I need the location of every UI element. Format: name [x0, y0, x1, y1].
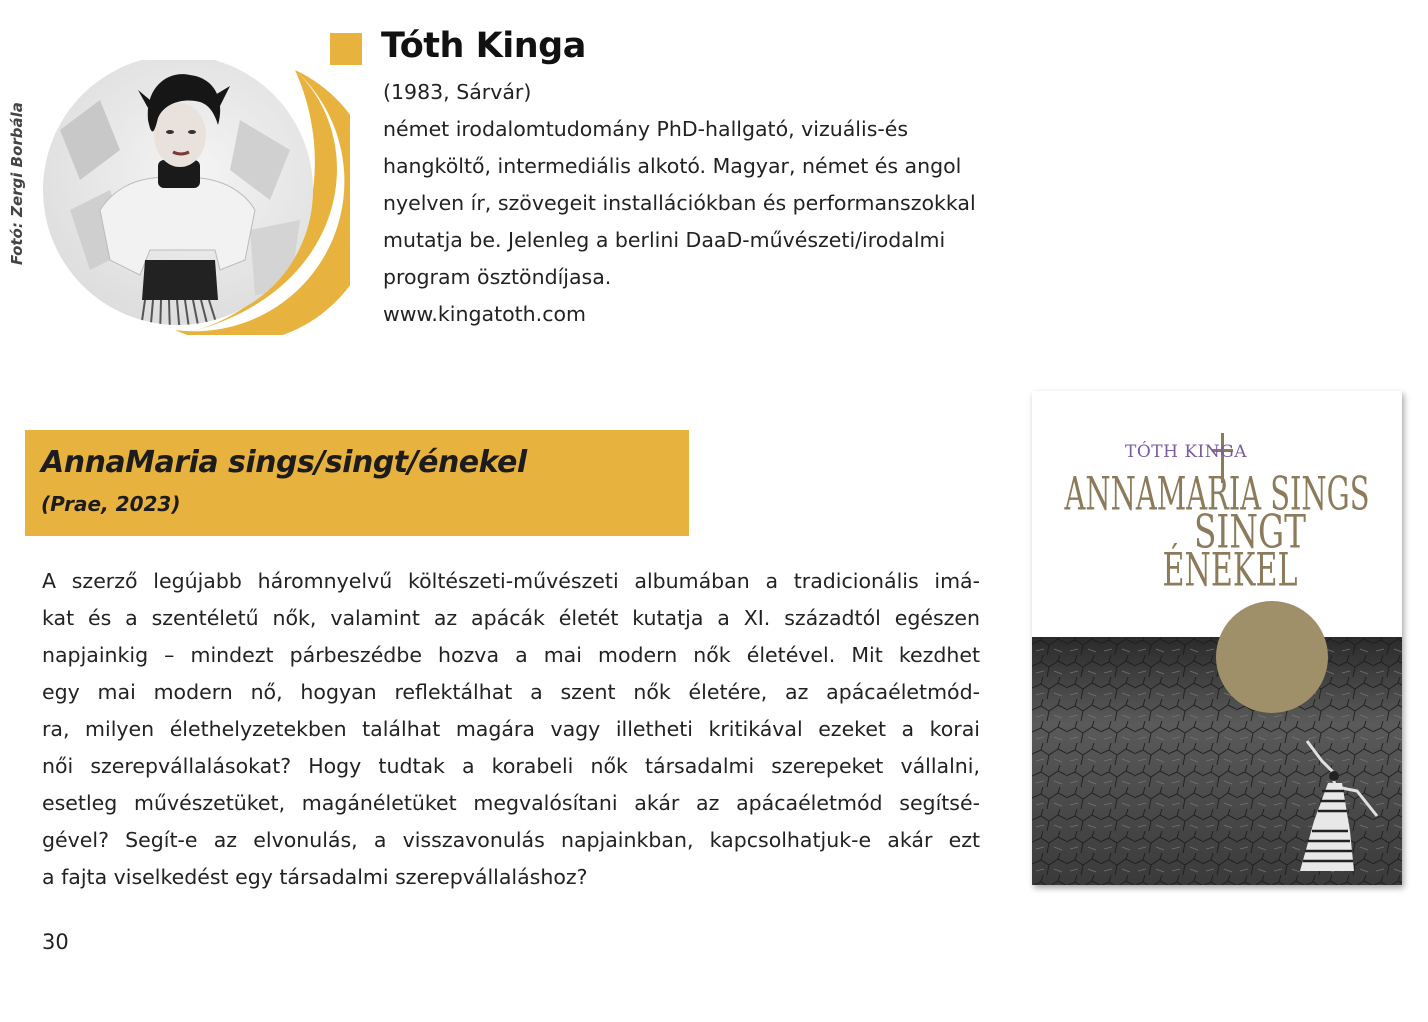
- cover-title-line: ÉNEKEL: [1162, 543, 1342, 598]
- book-cover: [1032, 391, 1402, 885]
- book-cover-illustration: [1032, 391, 1402, 885]
- cover-title-line: SINGT: [1194, 505, 1307, 560]
- book-description: [42, 563, 980, 896]
- author-marker: [330, 33, 362, 65]
- author-bio-line: nyelven ír, szövegeit installációkban és performanszokkal: [383, 191, 976, 215]
- author-website-link[interactable]: www.kingatoth.com: [383, 302, 586, 326]
- description-line: A szerző legújabb háromnyelvű költészeti-művészeti albumában a tradicionális imá-: [42, 569, 980, 593]
- page-number: 30: [42, 930, 69, 954]
- description-line: gével? Segít-e az elvonulás, a visszavonulás napjainkban, kapcsolhatjuk-e akár ezt: [42, 828, 980, 852]
- book-publisher: (Prae, 2023): [41, 492, 181, 516]
- author-portrait-illustration: [40, 60, 350, 335]
- description-line: napjainkig – mindezt párbeszédbe hozva a mai modern nők életével. Mit kezdhet: [42, 643, 980, 667]
- author-bio-line: program ösztöndíjasa.: [383, 265, 612, 289]
- description-line: a fajta viselkedést egy társadalmi szerepvállaláshoz?: [42, 865, 588, 889]
- description-line: ra, milyen élethelyzetekben találhat magára vagy illetheti kritikával ezeket a korai: [42, 717, 980, 741]
- description-line: egy mai modern nő, hogyan reflektálhat a szent nők életére, az apácaéletmód-: [42, 680, 980, 704]
- author-name: Tóth Kinga: [381, 26, 586, 66]
- author-bio-line: hangköltő, intermediális alkotó. Magyar, német és angol: [383, 154, 962, 178]
- author-bio: [383, 74, 1003, 333]
- book-title-banner: [25, 430, 689, 536]
- description-line: kat és a szentéletű nők, valamint az apácák életét kutatja a XI. századtól egészen: [42, 606, 980, 630]
- author-bio-line: német irodalomtudomány PhD-hallgató, vizuális-és: [383, 117, 909, 141]
- author-portrait: [40, 60, 350, 335]
- cover-title-line: ANNAMARIA SINGS: [1063, 467, 1370, 522]
- photo-credit: Fotó: Zergi Borbála: [8, 102, 26, 265]
- description-line: esetleg művészetüket, magánéletüket megvalósítani akár az apácaéletmód segítsé-: [42, 791, 980, 815]
- cover-author: TÓTH KINGA: [1125, 442, 1247, 462]
- author-bio-line: mutatja be. Jelenleg a berlini DaaD-művészeti/irodalmi: [383, 228, 946, 252]
- author-birth: (1983, Sárvár): [383, 80, 532, 104]
- description-line: női szerepvállalásokat? Hogy tudtak a korabeli nők társadalmi szerepeket vállalni,: [42, 754, 980, 778]
- book-title: AnnaMaria sings/singt/énekel: [41, 445, 527, 480]
